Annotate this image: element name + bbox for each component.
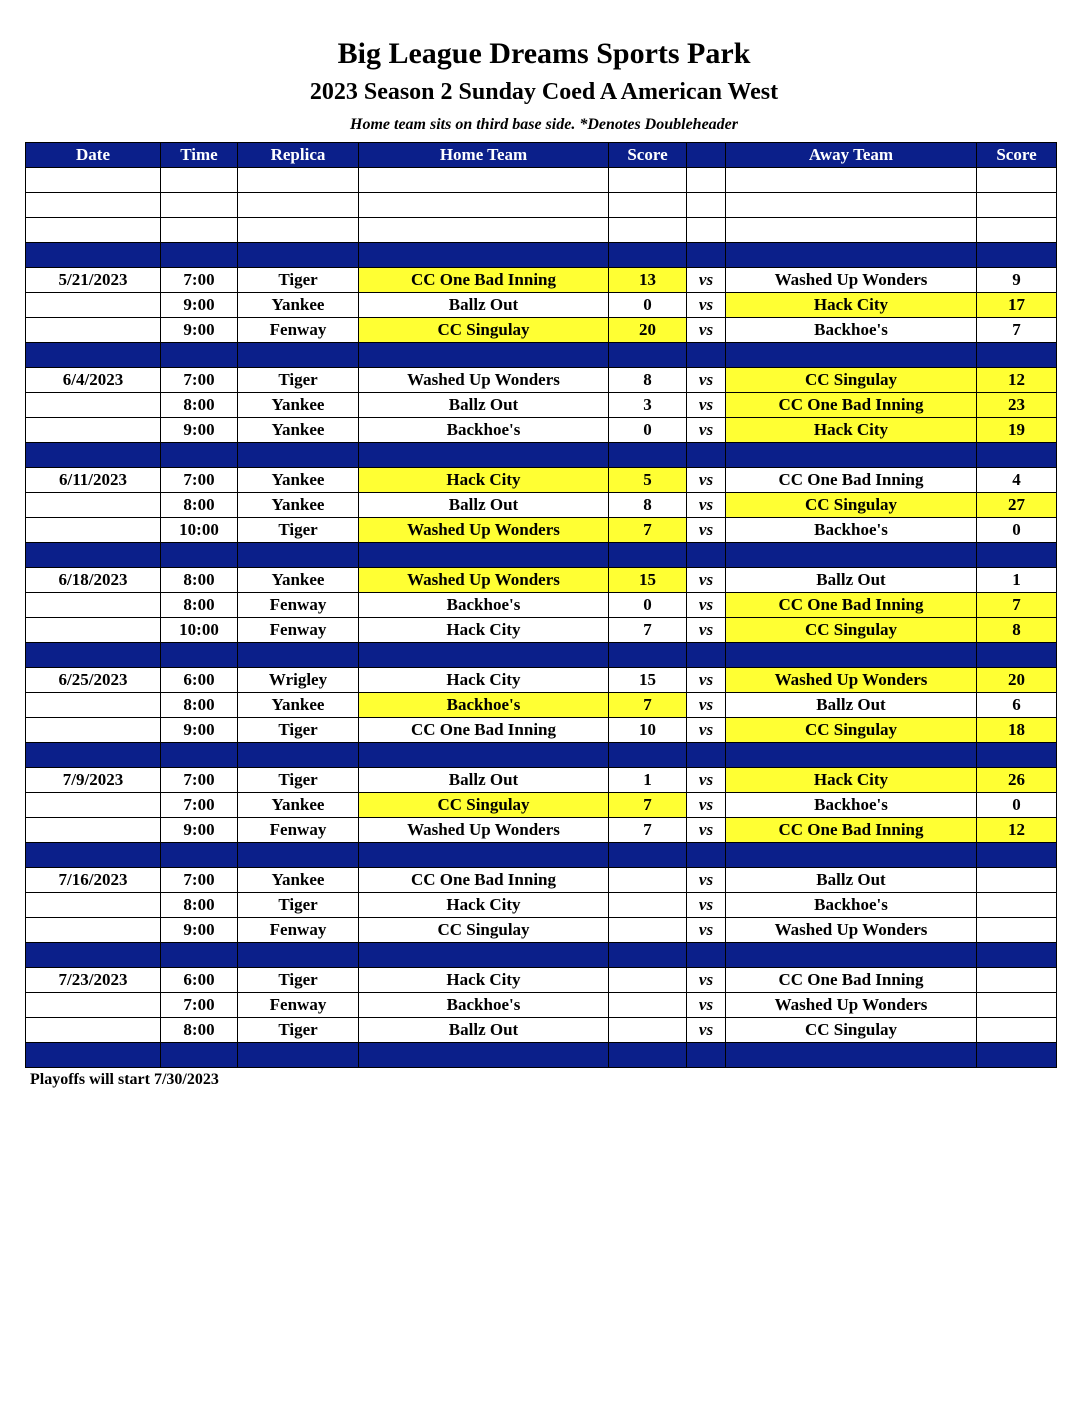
away-team: CC Singulay bbox=[726, 618, 977, 643]
game-time: 8:00 bbox=[161, 393, 238, 418]
away-team: Backhoe's bbox=[726, 518, 977, 543]
home-team: Washed Up Wonders bbox=[359, 818, 609, 843]
game-row bbox=[26, 318, 1057, 343]
home-score: 0 bbox=[609, 593, 687, 618]
vs-label: vs bbox=[687, 268, 726, 293]
home-team: Backhoe's bbox=[359, 418, 609, 443]
game-row bbox=[26, 893, 1057, 918]
game-date bbox=[26, 618, 161, 643]
away-team: Ballz Out bbox=[726, 693, 977, 718]
home-score: 7 bbox=[609, 693, 687, 718]
away-score: 23 bbox=[977, 393, 1057, 418]
game-date bbox=[26, 393, 161, 418]
game-date bbox=[26, 918, 161, 943]
away-score bbox=[977, 1018, 1057, 1043]
vs-label: vs bbox=[687, 718, 726, 743]
home-score bbox=[609, 893, 687, 918]
away-team: CC One Bad Inning bbox=[726, 468, 977, 493]
game-field: Fenway bbox=[238, 918, 359, 943]
away-team: Backhoe's bbox=[726, 893, 977, 918]
game-field: Fenway bbox=[238, 993, 359, 1018]
away-score: 18 bbox=[977, 718, 1057, 743]
away-score: 7 bbox=[977, 318, 1057, 343]
game-row bbox=[26, 368, 1057, 393]
away-team: CC Singulay bbox=[726, 718, 977, 743]
separator-row bbox=[26, 443, 1057, 468]
away-score bbox=[977, 968, 1057, 993]
game-row bbox=[26, 618, 1057, 643]
game-row bbox=[26, 768, 1057, 793]
game-date bbox=[26, 718, 161, 743]
game-date: 5/21/2023 bbox=[26, 268, 161, 293]
game-field: Yankee bbox=[238, 793, 359, 818]
away-score: 17 bbox=[977, 293, 1057, 318]
home-score: 0 bbox=[609, 293, 687, 318]
game-date: 7/9/2023 bbox=[26, 768, 161, 793]
vs-label: vs bbox=[687, 668, 726, 693]
away-team: CC One Bad Inning bbox=[726, 593, 977, 618]
game-field: Fenway bbox=[238, 593, 359, 618]
blank-row bbox=[26, 218, 1057, 243]
schedule-body bbox=[26, 168, 1057, 1068]
vs-label: vs bbox=[687, 393, 726, 418]
home-score: 20 bbox=[609, 318, 687, 343]
home-score bbox=[609, 918, 687, 943]
away-team: CC One Bad Inning bbox=[726, 818, 977, 843]
game-row bbox=[26, 468, 1057, 493]
game-field: Tiger bbox=[238, 893, 359, 918]
header-date: Date bbox=[26, 143, 161, 168]
away-team: Backhoe's bbox=[726, 318, 977, 343]
separator-row bbox=[26, 243, 1057, 268]
game-time: 7:00 bbox=[161, 368, 238, 393]
game-field: Yankee bbox=[238, 868, 359, 893]
game-field: Yankee bbox=[238, 568, 359, 593]
schedule-table bbox=[25, 142, 1057, 1068]
vs-label: vs bbox=[687, 568, 726, 593]
away-score: 6 bbox=[977, 693, 1057, 718]
game-row bbox=[26, 818, 1057, 843]
away-team: CC Singulay bbox=[726, 368, 977, 393]
away-team: Hack City bbox=[726, 293, 977, 318]
home-team: Backhoe's bbox=[359, 593, 609, 618]
away-score: 9 bbox=[977, 268, 1057, 293]
game-time: 7:00 bbox=[161, 868, 238, 893]
away-score bbox=[977, 918, 1057, 943]
game-field: Fenway bbox=[238, 618, 359, 643]
away-score bbox=[977, 993, 1057, 1018]
game-date bbox=[26, 493, 161, 518]
game-time: 9:00 bbox=[161, 318, 238, 343]
game-row bbox=[26, 793, 1057, 818]
header-away-team: Away Team bbox=[726, 143, 977, 168]
game-time: 8:00 bbox=[161, 568, 238, 593]
game-date bbox=[26, 418, 161, 443]
game-time: 9:00 bbox=[161, 293, 238, 318]
game-row bbox=[26, 593, 1057, 618]
vs-label: vs bbox=[687, 768, 726, 793]
home-team: Backhoe's bbox=[359, 993, 609, 1018]
game-field: Yankee bbox=[238, 293, 359, 318]
game-date bbox=[26, 593, 161, 618]
game-field: Tiger bbox=[238, 968, 359, 993]
away-team: Hack City bbox=[726, 768, 977, 793]
game-field: Tiger bbox=[238, 518, 359, 543]
vs-label: vs bbox=[687, 318, 726, 343]
away-team: Ballz Out bbox=[726, 568, 977, 593]
away-score: 8 bbox=[977, 618, 1057, 643]
home-score: 3 bbox=[609, 393, 687, 418]
blank-row bbox=[26, 193, 1057, 218]
home-team: CC Singulay bbox=[359, 318, 609, 343]
home-score: 7 bbox=[609, 618, 687, 643]
vs-label: vs bbox=[687, 593, 726, 618]
playoffs-note: Playoffs will start 7/30/2023 bbox=[30, 1071, 219, 1088]
away-score: 20 bbox=[977, 668, 1057, 693]
away-score bbox=[977, 868, 1057, 893]
game-time: 9:00 bbox=[161, 718, 238, 743]
header-home-team: Home Team bbox=[359, 143, 609, 168]
game-field: Fenway bbox=[238, 318, 359, 343]
away-score: 27 bbox=[977, 493, 1057, 518]
vs-label: vs bbox=[687, 968, 726, 993]
vs-label: vs bbox=[687, 468, 726, 493]
game-time: 8:00 bbox=[161, 493, 238, 518]
home-team: Hack City bbox=[359, 968, 609, 993]
home-score: 13 bbox=[609, 268, 687, 293]
separator-row bbox=[26, 343, 1057, 368]
game-time: 9:00 bbox=[161, 818, 238, 843]
vs-label: vs bbox=[687, 618, 726, 643]
game-time: 7:00 bbox=[161, 768, 238, 793]
away-score bbox=[977, 893, 1057, 918]
home-score: 8 bbox=[609, 493, 687, 518]
game-row bbox=[26, 968, 1057, 993]
game-date bbox=[26, 893, 161, 918]
separator-row bbox=[26, 643, 1057, 668]
game-field: Yankee bbox=[238, 418, 359, 443]
away-team: Backhoe's bbox=[726, 793, 977, 818]
vs-label: vs bbox=[687, 293, 726, 318]
away-score: 12 bbox=[977, 818, 1057, 843]
home-team: Hack City bbox=[359, 618, 609, 643]
away-team: Washed Up Wonders bbox=[726, 993, 977, 1018]
away-team: CC Singulay bbox=[726, 493, 977, 518]
game-time: 8:00 bbox=[161, 1018, 238, 1043]
away-team: CC Singulay bbox=[726, 1018, 977, 1043]
vs-label: vs bbox=[687, 818, 726, 843]
vs-label: vs bbox=[687, 793, 726, 818]
header-away-score: Score bbox=[977, 143, 1057, 168]
game-time: 10:00 bbox=[161, 518, 238, 543]
game-date bbox=[26, 993, 161, 1018]
game-field: Tiger bbox=[238, 718, 359, 743]
away-score: 1 bbox=[977, 568, 1057, 593]
home-team: Washed Up Wonders bbox=[359, 368, 609, 393]
separator-row bbox=[26, 1043, 1057, 1068]
game-field: Tiger bbox=[238, 1018, 359, 1043]
game-field: Tiger bbox=[238, 768, 359, 793]
game-date: 6/11/2023 bbox=[26, 468, 161, 493]
vs-label: vs bbox=[687, 918, 726, 943]
home-score: 15 bbox=[609, 668, 687, 693]
vs-label: vs bbox=[687, 1018, 726, 1043]
game-time: 8:00 bbox=[161, 693, 238, 718]
home-score: 7 bbox=[609, 518, 687, 543]
home-team: CC Singulay bbox=[359, 918, 609, 943]
blank-row bbox=[26, 168, 1057, 193]
game-field: Wrigley bbox=[238, 668, 359, 693]
separator-row bbox=[26, 843, 1057, 868]
home-score bbox=[609, 1018, 687, 1043]
vs-label: vs bbox=[687, 493, 726, 518]
home-score: 10 bbox=[609, 718, 687, 743]
game-time: 7:00 bbox=[161, 793, 238, 818]
game-date bbox=[26, 518, 161, 543]
page-title: Big League Dreams Sports Park bbox=[337, 37, 751, 70]
home-team: Ballz Out bbox=[359, 1018, 609, 1043]
vs-label: vs bbox=[687, 368, 726, 393]
home-score: 1 bbox=[609, 768, 687, 793]
header-row bbox=[26, 143, 1057, 168]
away-team: CC One Bad Inning bbox=[726, 968, 977, 993]
home-team: Ballz Out bbox=[359, 493, 609, 518]
game-date: 7/16/2023 bbox=[26, 868, 161, 893]
home-score: 15 bbox=[609, 568, 687, 593]
home-team: CC One Bad Inning bbox=[359, 718, 609, 743]
away-score: 19 bbox=[977, 418, 1057, 443]
game-time: 9:00 bbox=[161, 418, 238, 443]
game-date bbox=[26, 793, 161, 818]
game-time: 8:00 bbox=[161, 893, 238, 918]
game-date bbox=[26, 318, 161, 343]
home-team: CC One Bad Inning bbox=[359, 268, 609, 293]
home-team: CC One Bad Inning bbox=[359, 868, 609, 893]
game-time: 10:00 bbox=[161, 618, 238, 643]
home-score: 7 bbox=[609, 793, 687, 818]
home-score: 8 bbox=[609, 368, 687, 393]
away-team: Washed Up Wonders bbox=[726, 918, 977, 943]
separator-row bbox=[26, 543, 1057, 568]
away-team: Ballz Out bbox=[726, 868, 977, 893]
game-row bbox=[26, 293, 1057, 318]
game-date bbox=[26, 293, 161, 318]
home-team: Hack City bbox=[359, 468, 609, 493]
game-field: Yankee bbox=[238, 493, 359, 518]
game-date: 6/18/2023 bbox=[26, 568, 161, 593]
game-time: 7:00 bbox=[161, 993, 238, 1018]
schedule-note: Home team sits on third base side. *Denotes Doubleheader bbox=[350, 116, 738, 133]
away-team: Washed Up Wonders bbox=[726, 268, 977, 293]
header-vs bbox=[687, 143, 726, 168]
vs-label: vs bbox=[687, 693, 726, 718]
home-score: 5 bbox=[609, 468, 687, 493]
home-team: Backhoe's bbox=[359, 693, 609, 718]
game-field: Fenway bbox=[238, 818, 359, 843]
separator-row bbox=[26, 943, 1057, 968]
away-score: 7 bbox=[977, 593, 1057, 618]
home-score: 7 bbox=[609, 818, 687, 843]
game-date bbox=[26, 818, 161, 843]
vs-label: vs bbox=[687, 518, 726, 543]
header-replica: Replica bbox=[238, 143, 359, 168]
away-score: 0 bbox=[977, 793, 1057, 818]
home-team: CC Singulay bbox=[359, 793, 609, 818]
home-score bbox=[609, 968, 687, 993]
game-date bbox=[26, 693, 161, 718]
away-score: 12 bbox=[977, 368, 1057, 393]
game-date: 6/25/2023 bbox=[26, 668, 161, 693]
game-time: 7:00 bbox=[161, 268, 238, 293]
game-row bbox=[26, 568, 1057, 593]
vs-label: vs bbox=[687, 993, 726, 1018]
game-row bbox=[26, 493, 1057, 518]
home-team: Ballz Out bbox=[359, 768, 609, 793]
game-field: Yankee bbox=[238, 693, 359, 718]
home-team: Washed Up Wonders bbox=[359, 518, 609, 543]
game-row bbox=[26, 393, 1057, 418]
game-date bbox=[26, 1018, 161, 1043]
home-score bbox=[609, 868, 687, 893]
away-team: CC One Bad Inning bbox=[726, 393, 977, 418]
away-team: Washed Up Wonders bbox=[726, 668, 977, 693]
game-row bbox=[26, 693, 1057, 718]
game-row bbox=[26, 993, 1057, 1018]
home-team: Hack City bbox=[359, 668, 609, 693]
separator-row bbox=[26, 743, 1057, 768]
vs-label: vs bbox=[687, 868, 726, 893]
game-row bbox=[26, 418, 1057, 443]
game-row bbox=[26, 268, 1057, 293]
game-row bbox=[26, 518, 1057, 543]
away-team: Hack City bbox=[726, 418, 977, 443]
away-score: 0 bbox=[977, 518, 1057, 543]
away-score: 26 bbox=[977, 768, 1057, 793]
home-team: Ballz Out bbox=[359, 293, 609, 318]
game-time: 6:00 bbox=[161, 668, 238, 693]
game-time: 9:00 bbox=[161, 918, 238, 943]
vs-label: vs bbox=[687, 418, 726, 443]
game-time: 8:00 bbox=[161, 593, 238, 618]
game-time: 6:00 bbox=[161, 968, 238, 993]
game-date: 7/23/2023 bbox=[26, 968, 161, 993]
page-subtitle: 2023 Season 2 Sunday Coed A American West bbox=[309, 79, 779, 105]
game-row bbox=[26, 868, 1057, 893]
game-row bbox=[26, 1018, 1057, 1043]
game-field: Yankee bbox=[238, 468, 359, 493]
home-score: 0 bbox=[609, 418, 687, 443]
home-team: Washed Up Wonders bbox=[359, 568, 609, 593]
home-team: Ballz Out bbox=[359, 393, 609, 418]
game-date: 6/4/2023 bbox=[26, 368, 161, 393]
home-team: Hack City bbox=[359, 893, 609, 918]
game-row bbox=[26, 718, 1057, 743]
game-field: Tiger bbox=[238, 368, 359, 393]
game-field: Tiger bbox=[238, 268, 359, 293]
game-row bbox=[26, 668, 1057, 693]
header-home-score: Score bbox=[609, 143, 687, 168]
header-time: Time bbox=[161, 143, 238, 168]
game-field: Yankee bbox=[238, 393, 359, 418]
home-score bbox=[609, 993, 687, 1018]
game-time: 7:00 bbox=[161, 468, 238, 493]
away-score: 4 bbox=[977, 468, 1057, 493]
vs-label: vs bbox=[687, 893, 726, 918]
game-row bbox=[26, 918, 1057, 943]
